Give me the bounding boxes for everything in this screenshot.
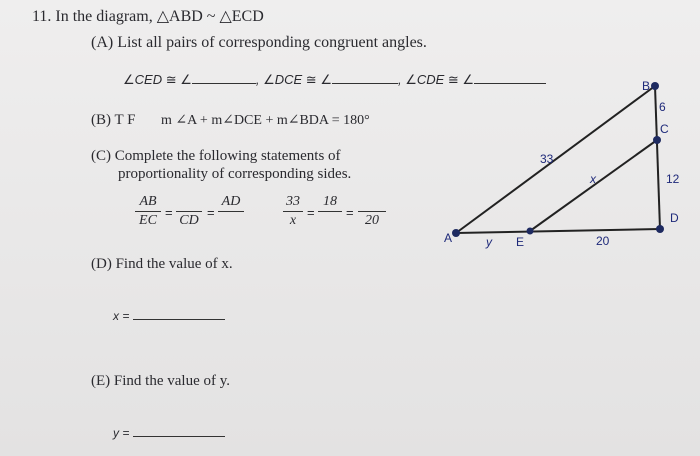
label-ec-x: x	[590, 172, 596, 186]
point-b	[651, 82, 659, 90]
fraction-denominator: x	[289, 213, 297, 228]
label-d: D	[670, 211, 679, 225]
label-ae-y: y	[486, 235, 492, 249]
fraction-denominator: 20	[365, 213, 379, 228]
part-e-prompt: (E) Find the value of y.	[91, 373, 230, 389]
equals-sign: =	[307, 205, 315, 220]
point-e	[527, 228, 534, 235]
point-c	[653, 136, 661, 144]
label-cd-12: 12	[666, 172, 680, 186]
label-e: E	[516, 235, 525, 249]
label-ab-33: 33	[540, 152, 554, 166]
angle-pair-3: , ∠CDE ≅ ∠	[397, 72, 475, 87]
label-ed-20: 20	[596, 234, 610, 248]
label-a: A	[444, 231, 453, 245]
angle-pair-2: , ∠DCE ≅ ∠	[255, 72, 332, 87]
label-bc-6: 6	[659, 100, 666, 114]
equals-sign: =	[346, 205, 354, 220]
part-b-true-false[interactable]: (B) T F	[91, 112, 136, 128]
angle-pair-1: ∠CED ≅ ∠	[123, 72, 192, 87]
segment-ab	[456, 86, 655, 233]
equals-sign: =	[165, 205, 173, 220]
label-b: B	[642, 79, 651, 93]
label-c: C	[660, 122, 669, 136]
fraction-denominator: CD	[179, 213, 199, 228]
part-b-statement: m ∠A + m∠DCE + m∠BDA = 180°	[160, 113, 370, 128]
part-c-line-1: (C) Complete the following statements of	[91, 148, 341, 164]
point-d	[656, 225, 664, 233]
y-answer-label: y =	[113, 426, 130, 440]
segment-ad	[456, 229, 660, 233]
part-d-prompt: (D) Find the value of x.	[91, 256, 233, 272]
problem-title: 11. In the diagram, △ABD ~ △ECD	[32, 8, 264, 25]
fraction-denominator: EC	[139, 213, 157, 228]
fraction-numerator: 33	[286, 194, 300, 209]
fraction-numerator: AD	[221, 194, 241, 209]
x-answer-label: x =	[113, 309, 130, 323]
equals-sign: =	[207, 205, 215, 220]
fraction-numerator: 18	[323, 194, 337, 209]
part-c-line-2: proportionality of corresponding sides.	[118, 166, 352, 182]
point-a	[452, 229, 460, 237]
part-a-prompt: (A) List all pairs of corresponding congruent angles.	[91, 34, 427, 51]
fraction-numerator: AB	[139, 194, 157, 209]
